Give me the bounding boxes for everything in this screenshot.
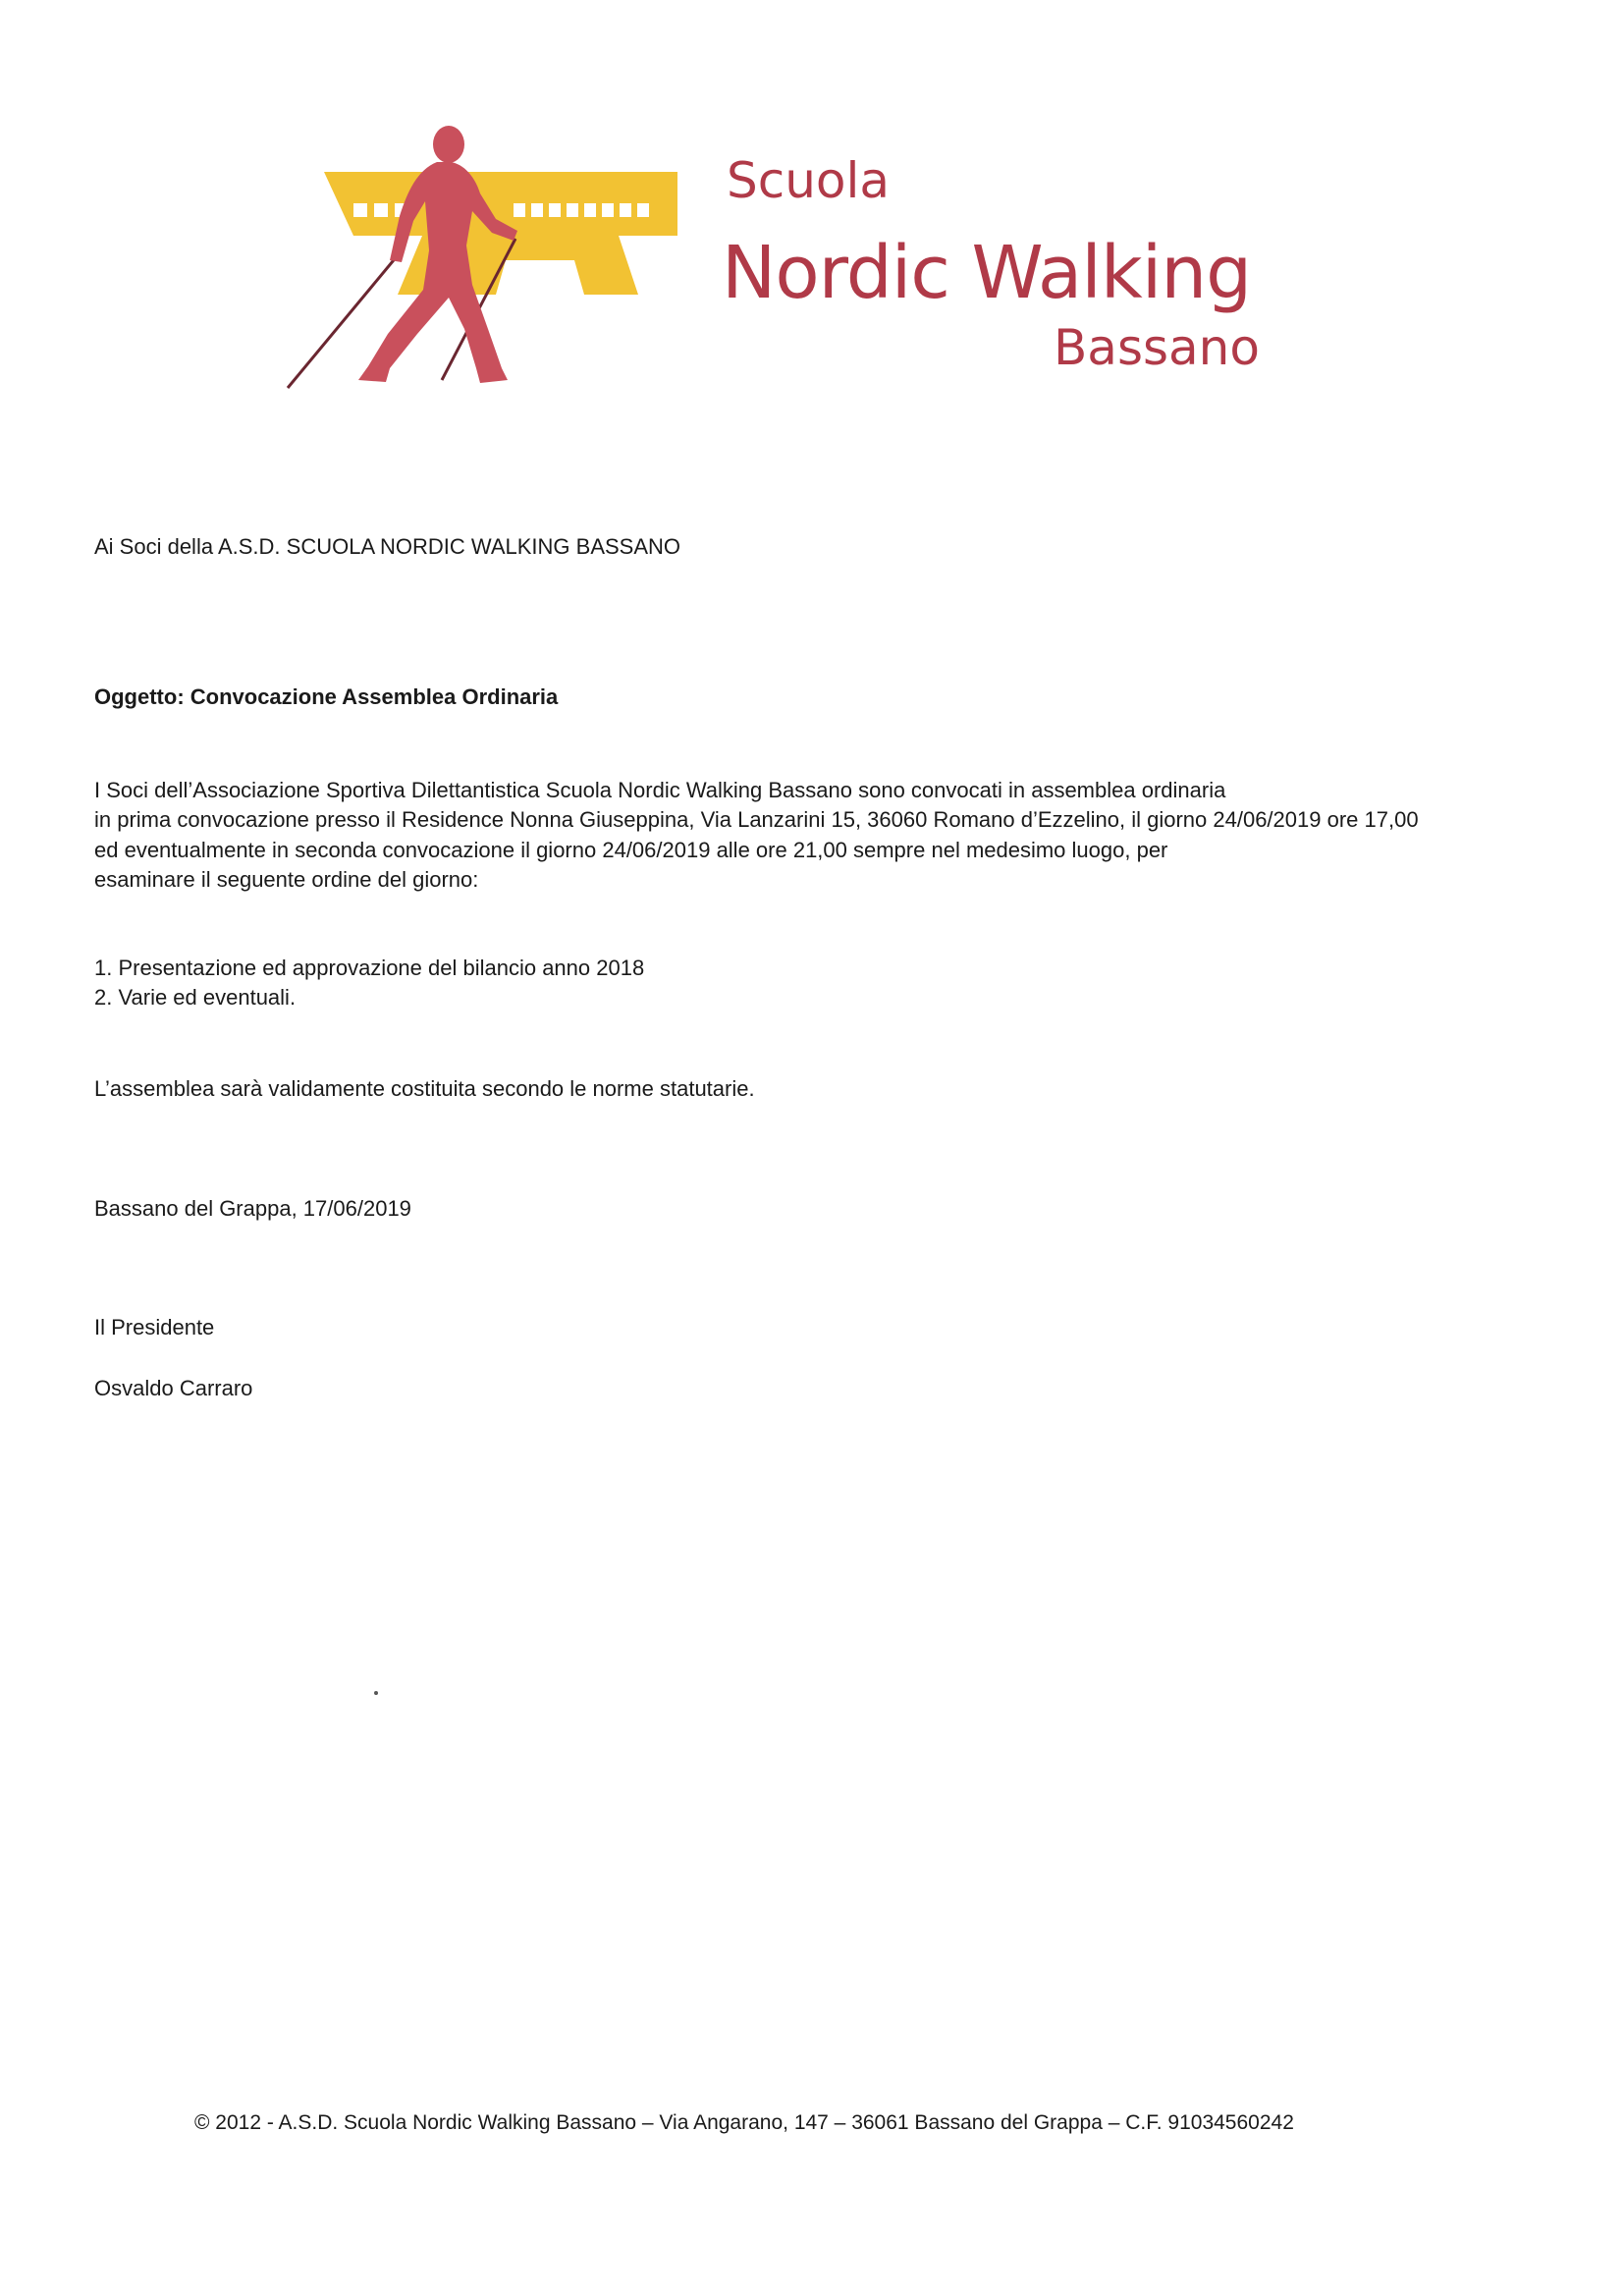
signature-title: Il Presidente bbox=[94, 1315, 215, 1339]
subject-line: Oggetto: Convocazione Assemblea Ordinaria bbox=[94, 684, 559, 709]
place-date: Bassano del Grappa, 17/06/2019 bbox=[94, 1196, 411, 1221]
recipient-line: Ai Soci della A.S.D. SCUOLA NORDIC WALKING BASSANO bbox=[94, 534, 681, 559]
logo-line-bassano: Bassano bbox=[1054, 319, 1260, 376]
logo-walker-graphic bbox=[280, 123, 692, 398]
closing-statement: L’assemblea sarà validamente costituita secondo le norme statutarie. bbox=[94, 1076, 755, 1101]
logo-line-nordic-walking: Nordic Walking bbox=[722, 231, 1252, 315]
body-line: in prima convocazione presso il Residence Nonna Giuseppina, Via Lanzarini 15, 36060 Romano d’Ezzelino, il giorno 24/06/2019 ore 17,00 bbox=[94, 807, 1419, 832]
agenda-item: 1. Presentazione ed approvazione del bilancio anno 2018 bbox=[94, 956, 645, 980]
logo-line-scuola: Scuola bbox=[727, 152, 891, 209]
scan-speck bbox=[374, 1691, 378, 1695]
signature-name: Osvaldo Carraro bbox=[94, 1376, 253, 1400]
footer-text: © 2012 - A.S.D. Scuola Nordic Walking Bassano – Via Angarano, 147 – 36061 Bassano del Grappa – C.F. 91034560242 bbox=[194, 2111, 1294, 2134]
body-line: I Soci dell’Associazione Sportiva Dilettantistica Scuola Nordic Walking Bassano sono convocati in assemblea ordinaria bbox=[94, 778, 1226, 802]
agenda-item: 2. Varie ed eventuali. bbox=[94, 985, 297, 1010]
body-line: ed eventualmente in seconda convocazione il giorno 24/06/2019 alle ore 21,00 sempre nel medesimo luogo, per bbox=[94, 838, 1168, 862]
body-line: esaminare il seguente ordine del giorno: bbox=[94, 867, 479, 892]
